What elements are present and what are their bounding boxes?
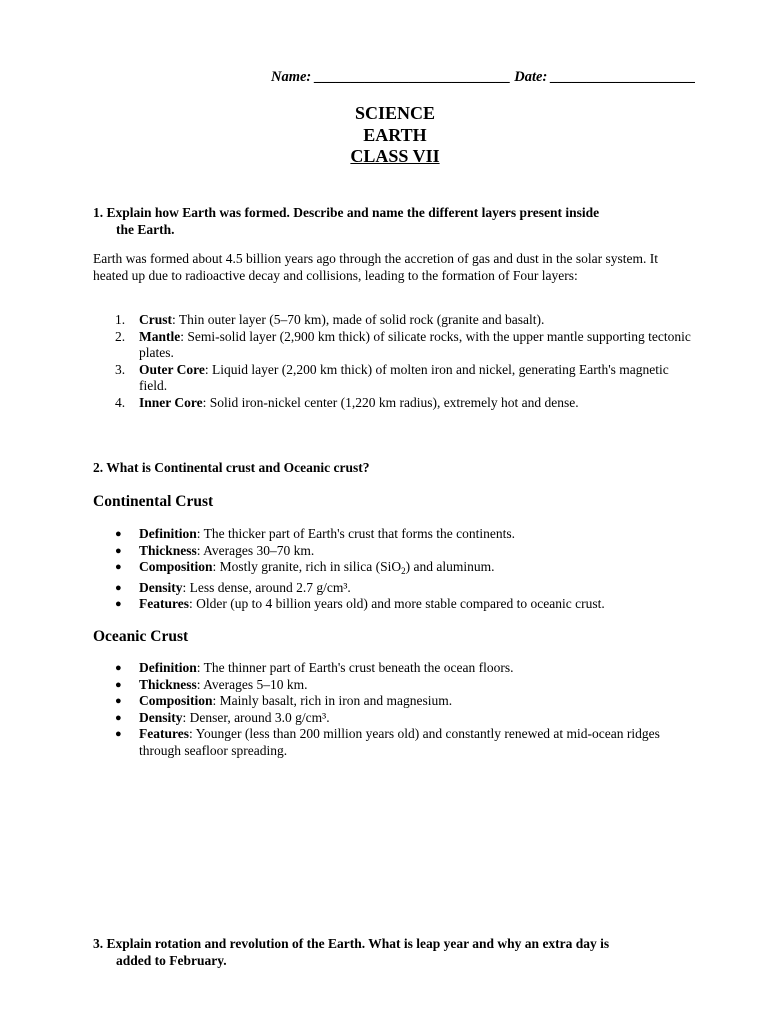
item-text: ) and aluminum.: [405, 559, 495, 574]
layer-text: : Solid iron-nickel center (1,220 km radius), extremely hot and dense.: [202, 394, 579, 410]
date-label: Date:: [514, 69, 548, 85]
layer-term: Inner Core: [139, 394, 203, 410]
list-item: [115, 394, 699, 412]
list-number: 1.: [115, 312, 126, 327]
list-item: [115, 542, 709, 560]
item-term: Definition: [139, 526, 197, 541]
layer-term: Mantle: [139, 328, 181, 344]
item-text: : The thicker part of Earth's crust that forms the continents.: [196, 526, 515, 541]
list-item: [115, 676, 704, 694]
item-text: : Mostly granite, rich in silica (SiO: [212, 559, 402, 574]
list-item: [115, 559, 709, 580]
layer-text: : Liquid layer (2,200 km thick) of molten iron and nickel, generating Earth's magnetic field.: [139, 361, 669, 393]
title-class-text: CLASS VII: [350, 146, 440, 166]
title-subject: SCIENCE: [354, 103, 436, 123]
bullet-icon: ●: [115, 678, 122, 691]
continental-crust-heading: Continental Crust: [93, 493, 214, 510]
layer-term: Outer Core: [139, 361, 205, 377]
name-label: Name:: [271, 69, 312, 85]
bullet-icon: ●: [115, 711, 122, 724]
item-term: Thickness: [139, 676, 197, 692]
list-item: [115, 361, 699, 395]
bullet-icon: ●: [115, 581, 122, 594]
question-3-line1: 3. Explain rotation and revolution of the Earth. What is leap year and why an extra day is: [93, 936, 610, 951]
list-item: [115, 693, 704, 710]
item-text: : Younger (less than 200 million years old) and constantly renewed at mid-ocean ridges through seafloor spreading.: [139, 726, 660, 758]
layer-text: : Thin outer layer (5–70 km), made of solid rock (granite and basalt).: [172, 312, 545, 327]
list-item: [115, 312, 699, 329]
question-2: 2. What is Continental crust and Oceanic crust?: [93, 460, 370, 475]
bullet-icon: ●: [115, 662, 122, 674]
item-term: Definition: [139, 660, 197, 675]
q1-intro-paragraph: Earth was formed about 4.5 billion years ago through the accretion of gas and dust in the solar system. It heated up due to radioactive decay and collisions, leading to the formation of Four layers:: [93, 251, 658, 283]
item-term: Composition: [139, 559, 213, 574]
item-text: : Mainly basalt, rich in iron and magnesium.: [212, 693, 453, 708]
earth-layers-list: [115, 312, 699, 411]
name-blank[interactable]: ___________________________: [314, 69, 511, 85]
list-item: [115, 660, 704, 677]
list-number: 3.: [115, 361, 126, 377]
item-term: Density: [139, 579, 183, 595]
list-number: 2.: [115, 328, 126, 344]
layer-text: : Semi-solid layer (2,900 km thick) of silicate rocks, with the upper mantle supporting tectonic plates.: [139, 328, 691, 360]
list-item: [115, 579, 709, 597]
item-term: Composition: [139, 693, 213, 708]
oceanic-crust-heading: Oceanic Crust: [93, 628, 189, 645]
question-3: [93, 935, 713, 969]
item-text: : The thinner part of Earth's crust beneath the ocean floors.: [196, 660, 514, 675]
bullet-icon: ●: [115, 544, 122, 557]
continental-crust-list: [115, 526, 709, 613]
bullet-icon: ●: [115, 728, 122, 740]
list-item: [115, 328, 699, 362]
bullet-icon: ●: [115, 598, 122, 610]
question-1-line1: 1. Explain how Earth was formed. Describe and name the different layers present inside: [93, 205, 600, 220]
bullet-icon: ●: [115, 528, 122, 540]
layer-term: Crust: [139, 312, 172, 327]
question-1-line2: the Earth.: [116, 222, 175, 237]
item-term: Density: [139, 709, 183, 725]
item-term: Thickness: [139, 542, 197, 558]
subscript: 2: [401, 566, 406, 576]
item-text: : Averages 30–70 km.: [196, 542, 315, 558]
list-item: [115, 596, 709, 613]
title-class: [295, 146, 495, 167]
title-topic: EARTH: [363, 125, 427, 145]
oceanic-crust-list: [115, 660, 704, 759]
list-item: [115, 726, 704, 759]
list-item: [115, 709, 704, 727]
item-text: : Older (up to 4 billion years old) and more stable compared to oceanic crust.: [189, 596, 605, 611]
name-date-line: [271, 69, 696, 86]
date-blank[interactable]: ____________________: [550, 69, 696, 85]
question-3-line2: added to February.: [116, 953, 227, 968]
item-term: Features: [139, 726, 189, 741]
list-number: 4.: [115, 394, 126, 410]
bullet-icon: ●: [115, 695, 122, 707]
item-text: : Averages 5–10 km.: [196, 676, 308, 692]
bullet-icon: ●: [115, 561, 122, 573]
question-1: [93, 204, 693, 238]
list-item: [115, 526, 709, 543]
item-term: Features: [139, 596, 189, 611]
item-text: : Denser, around 3.0 g/cm³.: [182, 709, 330, 725]
item-text: : Less dense, around 2.7 g/cm³.: [182, 579, 351, 595]
